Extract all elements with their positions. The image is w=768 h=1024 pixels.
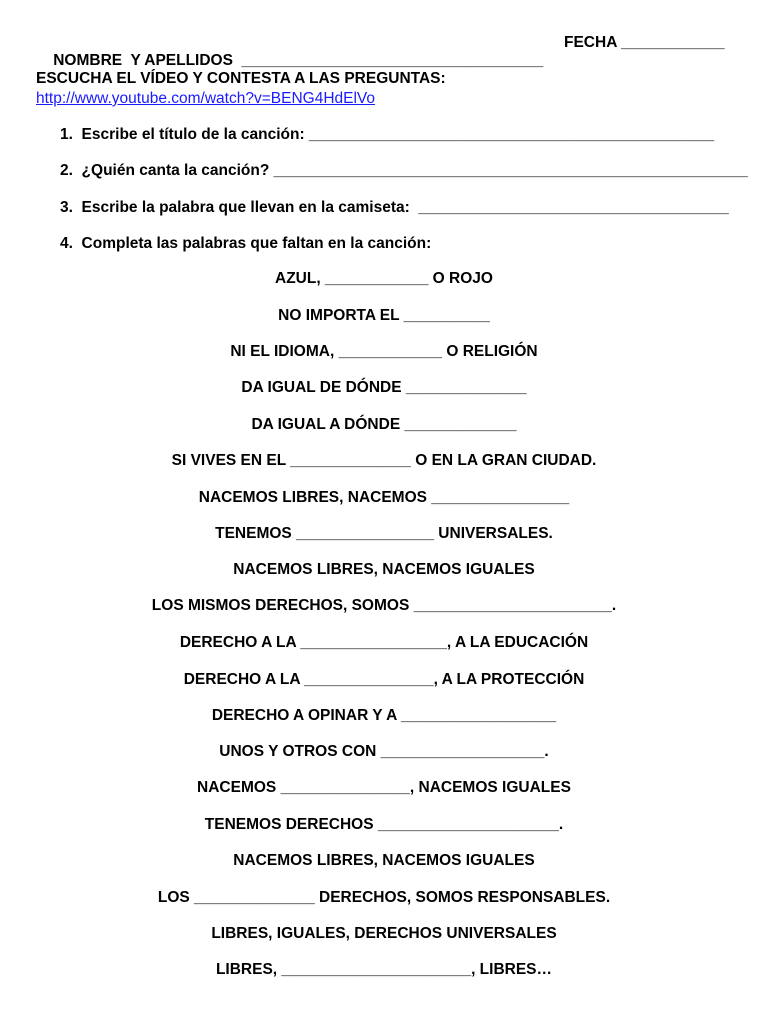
lyric-line-16[interactable]: TENEMOS DERECHOS _____________________. bbox=[204, 816, 564, 833]
lyric-line-17: NACEMOS LIBRES, NACEMOS IGUALES bbox=[233, 852, 535, 869]
lyric-line-6[interactable]: SI VIVES EN EL ______________ O EN LA GRAN CIUDAD. bbox=[171, 452, 597, 469]
lyric-line-14[interactable]: UNOS Y OTROS CON ___________________. bbox=[219, 743, 549, 760]
lyric-line-15[interactable]: NACEMOS _______________, NACEMOS IGUALES bbox=[197, 779, 571, 796]
instructions-heading: ESCUCHA EL VÍDEO Y CONTESTA A LAS PREGUNTAS: bbox=[36, 70, 446, 87]
question-3[interactable]: 3. Escribe la palabra que llevan en la camiseta: ____________________________________ bbox=[60, 199, 729, 216]
question-4: 4. Completa las palabras que faltan en la canción: bbox=[60, 235, 432, 252]
lyric-line-9: NACEMOS LIBRES, NACEMOS IGUALES bbox=[233, 561, 535, 578]
lyric-line-1[interactable]: AZUL, ____________ O ROJO bbox=[275, 270, 493, 287]
question-2[interactable]: 2. ¿Quién canta la canción? _______________________________________________________ bbox=[60, 162, 748, 179]
lyric-line-18[interactable]: LOS ______________ DERECHOS, SOMOS RESPONSABLES. bbox=[157, 889, 611, 906]
lyric-line-10[interactable]: LOS MISMOS DERECHOS, SOMOS _______________________. bbox=[151, 597, 617, 614]
lyric-line-8[interactable]: TENEMOS ________________ UNIVERSALES. bbox=[215, 525, 553, 542]
date-field-label[interactable]: FECHA ____________ bbox=[564, 34, 725, 51]
name-field-label[interactable]: NOMBRE Y APELLIDOS ___________________________________ bbox=[53, 52, 544, 69]
video-link[interactable]: http://www.youtube.com/watch?v=BENG4HdElVo bbox=[36, 90, 376, 107]
lyric-line-4[interactable]: DA IGUAL DE DÓNDE ______________ bbox=[241, 379, 527, 396]
lyric-line-3[interactable]: NI EL IDIOMA, ____________ O RELIGIÓN bbox=[230, 343, 538, 360]
lyric-line-2[interactable]: NO IMPORTA EL __________ bbox=[278, 307, 490, 324]
lyric-line-12[interactable]: DERECHO A LA _______________, A LA PROTECCIÓN bbox=[183, 671, 585, 688]
question-1[interactable]: 1. Escribe el título de la canción: _______________________________________________ bbox=[60, 126, 715, 143]
lyric-line-19: LIBRES, IGUALES, DERECHOS UNIVERSALES bbox=[211, 925, 557, 942]
lyric-line-7[interactable]: NACEMOS LIBRES, NACEMOS ________________ bbox=[198, 489, 570, 506]
lyric-line-5[interactable]: DA IGUAL A DÓNDE _____________ bbox=[251, 416, 517, 433]
lyric-line-20[interactable]: LIBRES, ______________________, LIBRES… bbox=[215, 961, 553, 978]
lyric-line-13[interactable]: DERECHO A OPINAR Y A __________________ bbox=[211, 707, 557, 724]
lyric-line-11[interactable]: DERECHO A LA _________________, A LA EDUCACIÓN bbox=[179, 634, 589, 651]
